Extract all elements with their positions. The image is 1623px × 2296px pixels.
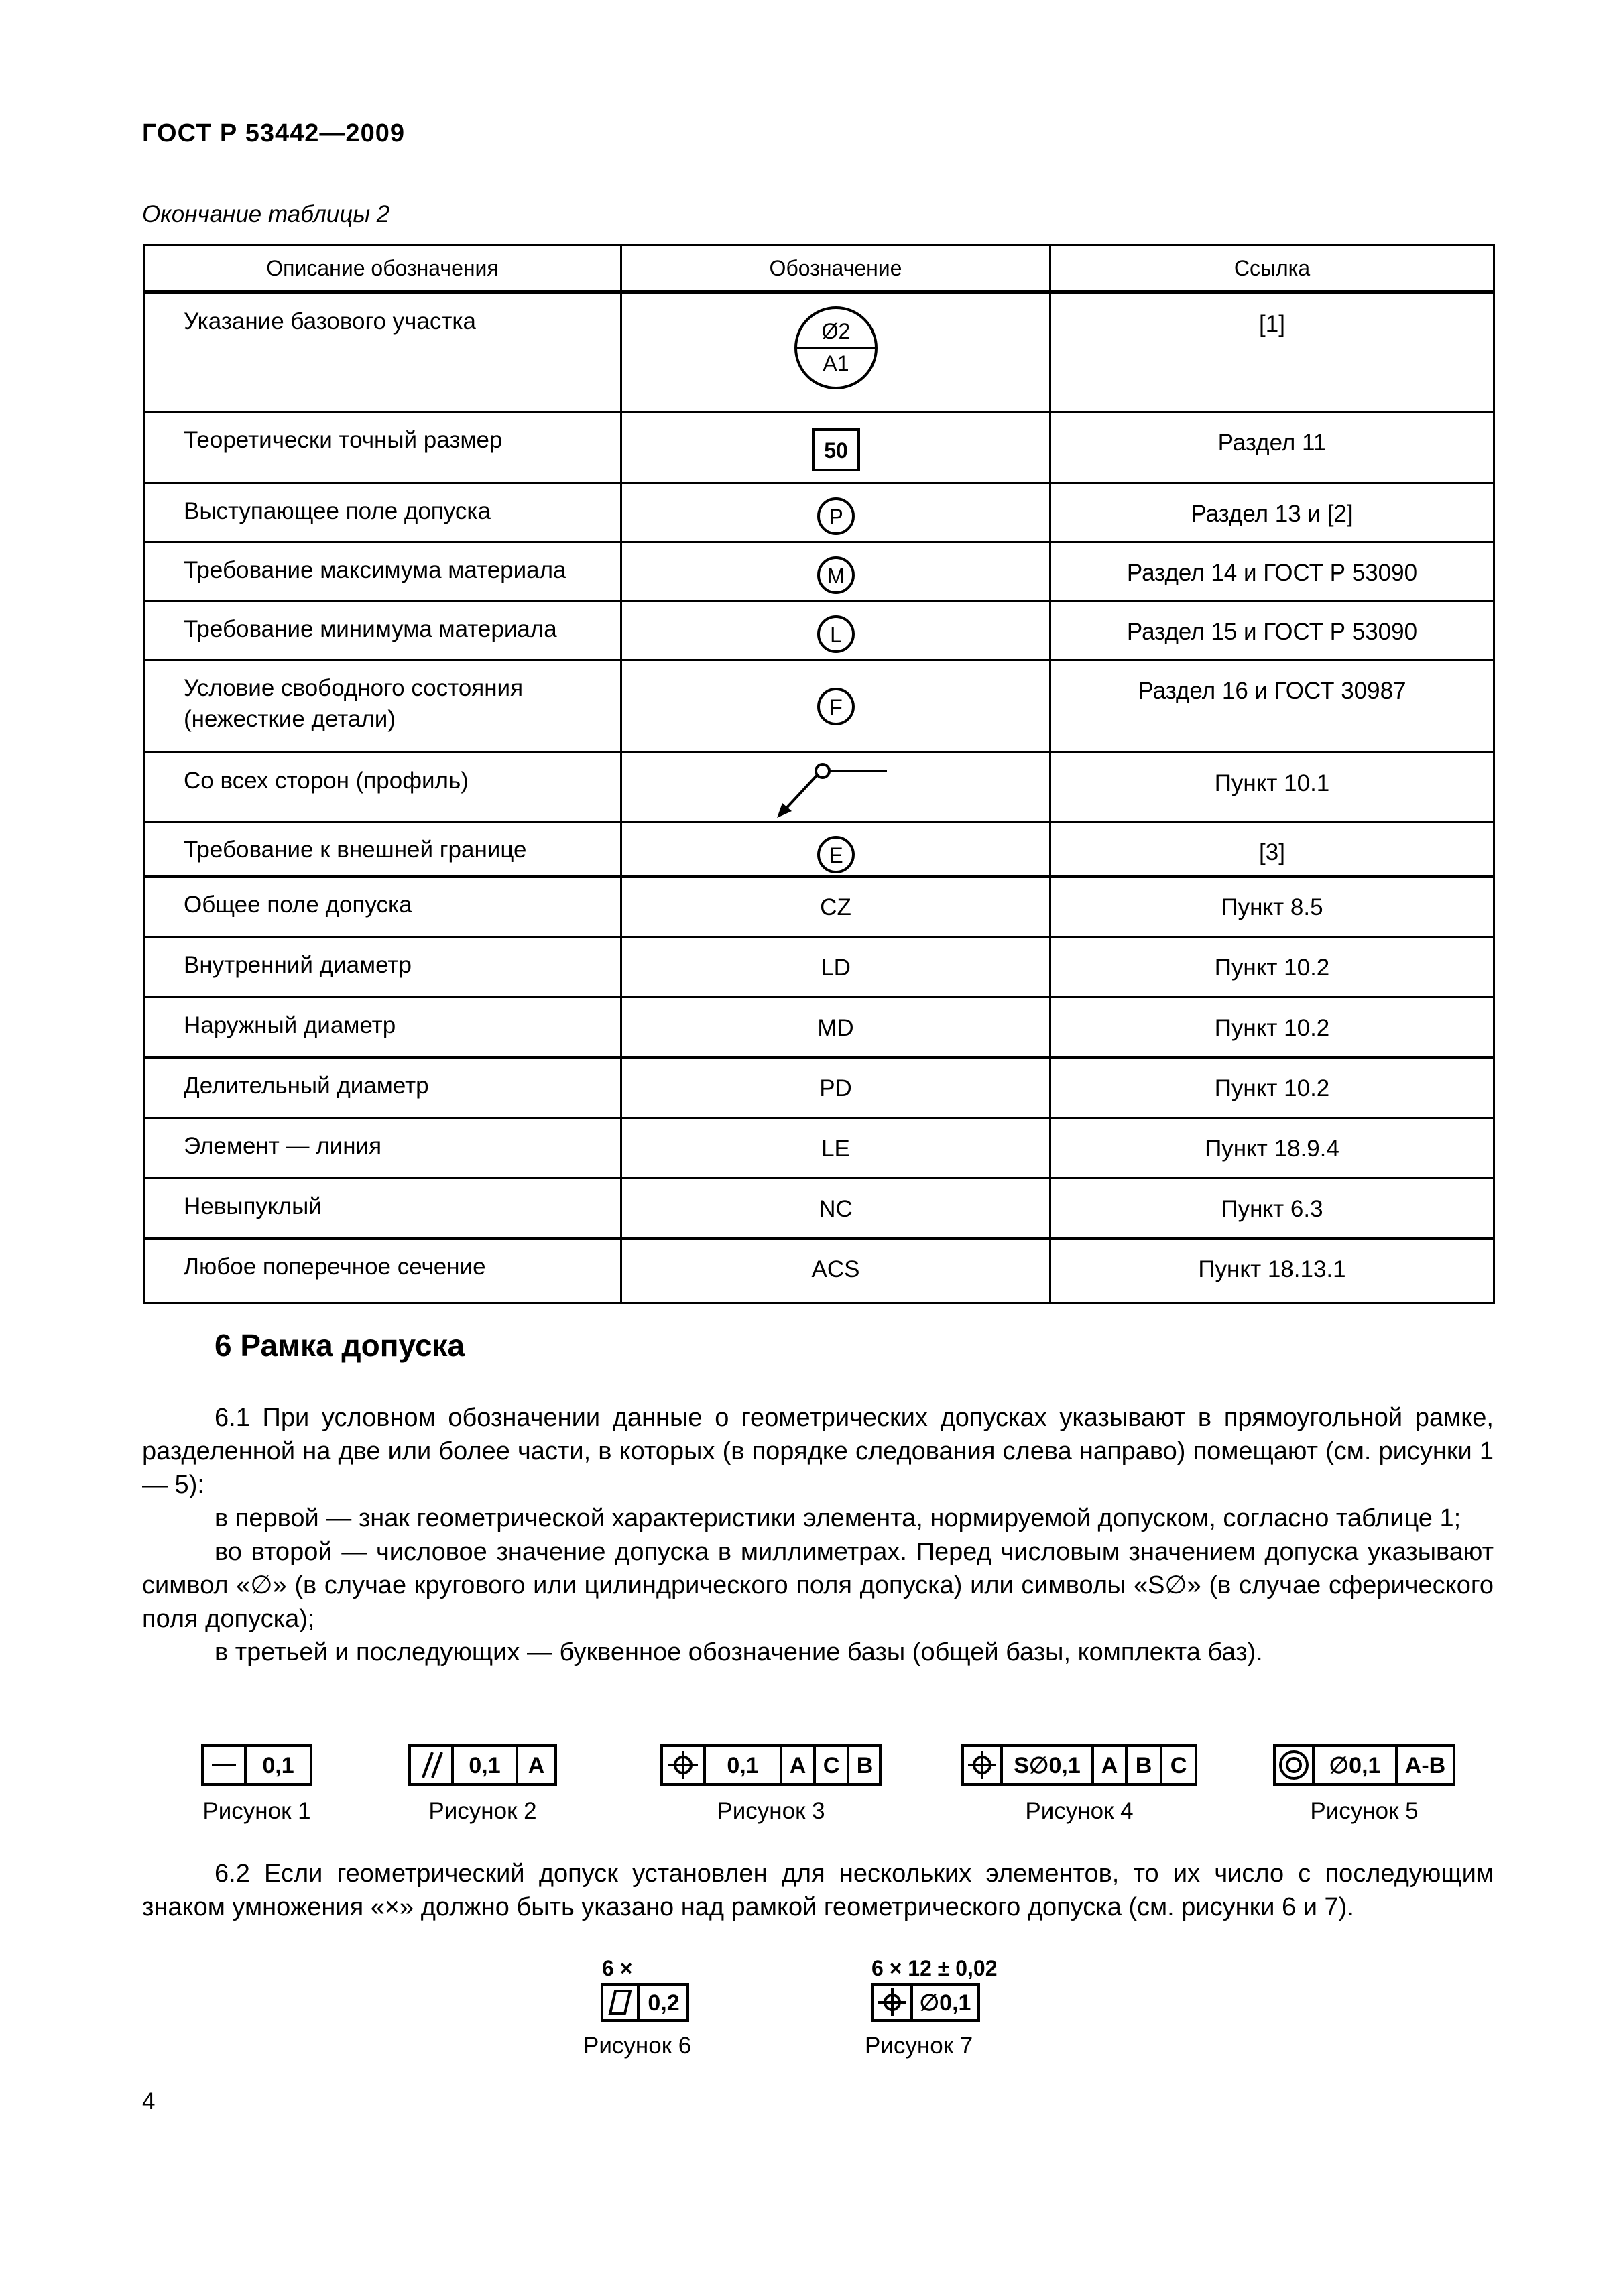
figure-label: Рисунок 1 (202, 1798, 311, 1824)
figure-5 (1267, 1744, 1461, 1825)
col-header-symbol: Обозначение (621, 245, 1050, 293)
row-symbol: LD (621, 936, 1050, 997)
row-symbol: MD (621, 997, 1050, 1057)
row-symbol (621, 601, 1050, 660)
row-symbol: ACS (621, 1238, 1050, 1303)
row-symbol (621, 292, 1050, 412)
row-reference: Пункт 10.2 (1050, 936, 1494, 997)
row-description: Общее поле допуска (144, 876, 621, 936)
circled-m-icon (816, 555, 856, 595)
row-description: Любое поперечное сечение (144, 1238, 621, 1303)
row-description: Наружный диаметр (144, 997, 621, 1057)
row-description: Требование минимума материала (144, 601, 621, 660)
paragraph-6-1-third: в третьей и последующих — буквенное обозначение базы (общей базы, комплекта баз). (215, 1638, 1263, 1667)
row-symbol: CZ (621, 876, 1050, 936)
tolerance-frame (1273, 1744, 1455, 1786)
table-row (144, 936, 1494, 997)
row-description: Условие свободного состояния (нежесткие детали) (144, 660, 621, 752)
figure-4 (952, 1744, 1207, 1825)
row-description: Элемент — линия (144, 1117, 621, 1178)
svg-text:B: B (1135, 1753, 1152, 1778)
row-symbol (621, 821, 1050, 876)
figure-quantity: 6 × (602, 1956, 633, 1980)
figure-label: Рисунок 6 (583, 2033, 692, 2059)
svg-text:E: E (828, 843, 843, 867)
row-reference: Раздел 11 (1050, 412, 1494, 483)
table-caption: Окончание таблицы 2 (142, 201, 390, 227)
circled-f-icon (816, 686, 856, 727)
row-description: Невыпуклый (144, 1178, 621, 1238)
tolerance-frame (201, 1744, 312, 1786)
figure-6 (583, 1956, 717, 2059)
row-description: Указание базового участка (144, 292, 621, 412)
boxed-dimension-icon (811, 428, 861, 472)
col-header-reference: Ссылка (1050, 245, 1494, 293)
figure-7 (865, 1956, 1026, 2059)
tolerance-frame (408, 1744, 557, 1786)
tolerance-frame (601, 1983, 689, 2022)
table-row (144, 483, 1494, 542)
tolerance-frame (871, 1983, 980, 2022)
svg-text:F: F (829, 694, 843, 719)
table-row (144, 1178, 1494, 1238)
figure-label: Рисунок 3 (717, 1798, 825, 1824)
paragraph-6-1-second: во второй — числовое значение допуска в миллиметрах. Перед числовым значением допуска указывают символ «∅» (в случае кругового или цилиндрического поля допуска) или символы «S∅» (в случае сферического поля допуска); (142, 1538, 1494, 1633)
table-row (144, 1117, 1494, 1178)
table-row (144, 821, 1494, 876)
svg-text:B: B (856, 1753, 874, 1778)
svg-text:S∅0,1: S∅0,1 (1014, 1753, 1081, 1778)
row-description: Выступающее поле допуска (144, 483, 621, 542)
row-description: Со всех сторон (профиль) (144, 752, 621, 821)
table-row (144, 876, 1494, 936)
row-symbol (621, 752, 1050, 821)
row-reference: Пункт 10.2 (1050, 1057, 1494, 1117)
position-icon (968, 1751, 996, 1779)
svg-text:C: C (1170, 1753, 1187, 1778)
flatness-icon (610, 1991, 630, 2014)
datum-target-icon (792, 306, 880, 389)
svg-text:0,1: 0,1 (727, 1753, 759, 1778)
circled-p-icon (816, 496, 856, 536)
table-row (144, 412, 1494, 483)
table-row (144, 542, 1494, 601)
row-description: Внутренний диаметр (144, 936, 621, 997)
figure-label: Рисунок 4 (1025, 1798, 1134, 1824)
svg-text:A: A (1101, 1753, 1118, 1778)
row-reference: Пункт 6.3 (1050, 1178, 1494, 1238)
symbols-table (143, 244, 1495, 1304)
row-description: Требование к внешней границе (144, 821, 621, 876)
svg-text:C: C (823, 1753, 840, 1778)
tolerance-frame (660, 1744, 882, 1786)
svg-text:0,1: 0,1 (262, 1753, 294, 1778)
figure-1 (186, 1744, 327, 1825)
figure-label: Рисунок 2 (428, 1798, 537, 1824)
paragraph-6-1 (142, 1401, 1494, 1669)
row-reference: [3] (1050, 821, 1494, 876)
row-reference: Раздел 16 и ГОСТ 30987 (1050, 660, 1494, 752)
figure-label: Рисунок 5 (1310, 1798, 1419, 1824)
table-row (144, 601, 1494, 660)
table-row (144, 292, 1494, 412)
figure-label: Рисунок 7 (865, 2033, 973, 2059)
table-row (144, 1238, 1494, 1303)
document-header: ГОСТ Р 53442—2009 (142, 119, 405, 147)
row-description: Требование максимума материала (144, 542, 621, 601)
row-reference: Раздел 13 и [2] (1050, 483, 1494, 542)
tolerance-frame (961, 1744, 1197, 1786)
position-icon (668, 1751, 698, 1779)
row-description: Делительный диаметр (144, 1057, 621, 1117)
row-reference: Пункт 18.13.1 (1050, 1238, 1494, 1303)
svg-text:A: A (528, 1753, 545, 1778)
datum-target-bottom: A1 (822, 351, 849, 375)
row-reference: Раздел 15 и ГОСТ Р 53090 (1050, 601, 1494, 660)
circled-e-icon (816, 835, 856, 875)
row-reference: Пункт 10.1 (1050, 752, 1494, 821)
position-icon (878, 1988, 906, 2016)
table-row (144, 997, 1494, 1057)
row-symbol: PD (621, 1057, 1050, 1117)
row-symbol (621, 542, 1050, 601)
section-title: 6 Рамка допуска (215, 1328, 465, 1363)
table-row (144, 1057, 1494, 1117)
datum-target-top: Ø2 (821, 319, 850, 343)
figure-3 (644, 1744, 898, 1825)
svg-text:50: 50 (823, 438, 848, 463)
figure-2 (402, 1744, 563, 1825)
svg-text:P: P (828, 504, 843, 529)
paragraph-6-1-intro: 6.1 При условном обозначении данные о геометрических допусках указывают в прямоугольной рамке, разделенной на две или более части, в которых (в порядке следования слева направо) помещают (см. рисунки 1 — 5): (142, 1404, 1494, 1499)
row-reference: Раздел 14 и ГОСТ Р 53090 (1050, 542, 1494, 601)
row-symbol (621, 660, 1050, 752)
parallelism-icon (423, 1752, 442, 1778)
col-header-description: Описание обозначения (144, 245, 621, 293)
row-reference: Пункт 10.2 (1050, 997, 1494, 1057)
svg-text:0,1: 0,1 (469, 1753, 501, 1778)
svg-text:∅0,1: ∅0,1 (919, 1990, 971, 2016)
concentricity-icon (1280, 1752, 1307, 1778)
svg-text:A-B: A-B (1404, 1753, 1446, 1778)
table-row (144, 752, 1494, 821)
svg-text:L: L (829, 622, 842, 647)
svg-text:0,2: 0,2 (648, 1990, 680, 2016)
paragraph-6-2 (142, 1857, 1494, 1924)
row-symbol: NC (621, 1178, 1050, 1238)
row-reference: Пункт 18.9.4 (1050, 1117, 1494, 1178)
paragraph-6-2-text: 6.2 Если геометрический допуск установлен для нескольких элементов, то их число с последующим знаком умножения «×» должно быть указано над рамкой геометрического допуска (см. рисунки 6 и 7). (142, 1860, 1494, 1921)
row-symbol: LE (621, 1117, 1050, 1178)
paragraph-6-1-first: в первой — знак геометрической характеристики элемента, нормируемой допуском, согласно таблице 1; (215, 1504, 1461, 1532)
table-row (144, 660, 1494, 752)
svg-text:A: A (789, 1753, 806, 1778)
page-number: 4 (142, 2088, 156, 2114)
row-description: Теоретически точный размер (144, 412, 621, 483)
row-reference: [1] (1050, 292, 1494, 412)
circled-l-icon (816, 614, 856, 654)
row-symbol (621, 412, 1050, 483)
row-reference: Пункт 8.5 (1050, 876, 1494, 936)
svg-text:M: M (827, 563, 845, 588)
row-symbol (621, 483, 1050, 542)
all-around-icon (769, 763, 903, 821)
figure-quantity: 6 × 12 ± 0,02 (871, 1956, 998, 1980)
svg-text:∅0,1: ∅0,1 (1329, 1753, 1381, 1778)
